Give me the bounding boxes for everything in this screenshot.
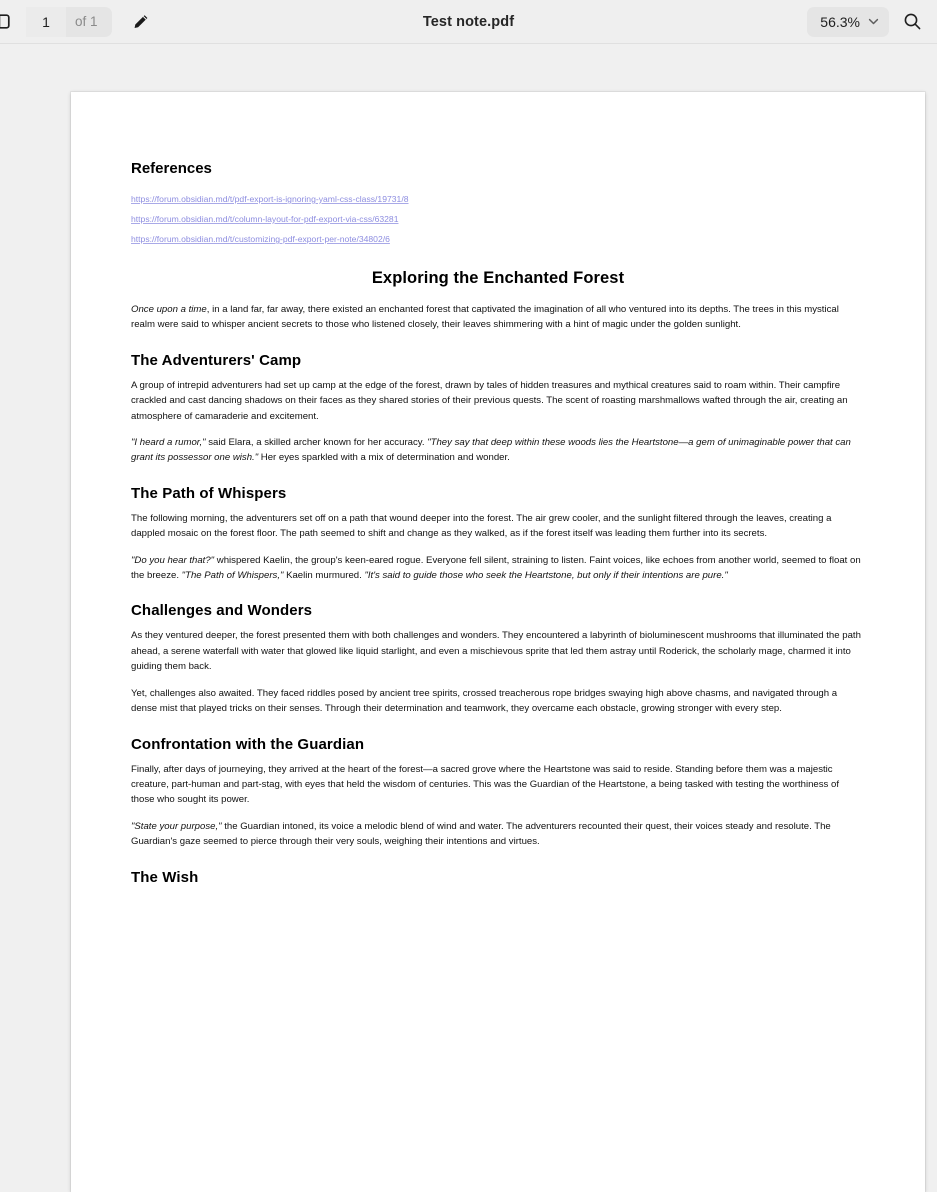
pdf-page-1	[71, 92, 925, 1192]
list-item	[131, 229, 865, 247]
edit-annotate-button[interactable]	[126, 7, 156, 37]
toolbar-left-group	[0, 7, 156, 37]
zoom-level-dropdown[interactable]	[807, 7, 889, 37]
section-paragraph: A group of intrepid adventurers had set up camp at the edge of the forest, drawn by tales of hidden treasures and mythical creatures said to roam within. Their campfire crackled and cast dancing shadows on their faces as they shared stories of their previous quests. The scent of roasting marshmallows wafted through the air, creating an atmosphere of camaraderie and excitement.	[131, 379, 848, 422]
section-heading-challenges-and-wonders: Challenges and Wonders	[131, 602, 313, 620]
quote-tail: Kaelin murmured.	[283, 570, 365, 582]
intro-italic-lead: Once upon a time	[131, 304, 207, 315]
zoom-level-value: 56.3%	[820, 13, 860, 30]
quote-part: "It's said to guide those who seek the Heartstone, but only if their intentions are pure."	[364, 570, 728, 582]
quote-mid: the Guardian intoned, its voice a melodic blend of wind and water. The adventurers recounted their quest, their voices steady and resolute. The Guardian's gaze seemed to pierce through their very souls, weighing their intentions and virtues.	[131, 820, 831, 848]
list-item	[131, 209, 865, 227]
search-button[interactable]	[897, 7, 927, 37]
quote-mid: said Elara, a skilled archer known for her accuracy.	[205, 437, 428, 449]
quote-part: "They say that deep within these woods lies the Heartstone—a gem of unimaginable power that can grant its possessor one wish."	[131, 437, 851, 464]
quote-part: "Do you hear that?"	[131, 554, 215, 566]
intro-rest: , in a land far, far away, there existed an enchanted forest that captivated the imagination of all who ventured into its depths. The trees in this mystical realm were said to whisper ancient secrets to those who listened closely, their leaves shimmering with a hint of magic under the golden sunlight.	[131, 304, 839, 331]
pencil-icon	[132, 13, 150, 31]
section-heading-the-wish: The Wish	[131, 868, 199, 886]
sidebar-toggle-icon	[0, 13, 10, 30]
quote-mid: whispered Kaelin, the group's keen-eared rogue. Everyone fell silent, straining to listen. Faint voices, like echoes from another world, seemed to float on the breeze.	[131, 554, 861, 582]
references-heading: References	[131, 160, 212, 177]
document-title: Test note.pdf	[422, 13, 515, 30]
search-icon	[903, 12, 922, 31]
section-quote-paragraph	[131, 553, 865, 584]
section-paragraph: The following morning, the adventurers set off on a path that wound deeper into the forest. The air grew cooler, and the sunlight filtered through the leaves, creating a dappled mosaic on the forest floor. The path seemed to shift and change as they walked, as if the forest itself was leading them further into its secrets.	[131, 512, 832, 540]
section-quote-paragraph	[131, 435, 865, 466]
sidebar-toggle-button[interactable]	[0, 7, 16, 37]
section-paragraph: Finally, after days of journeying, they arrived at the heart of the forest—a sacred grove where the Heartstone was said to reside. Standing before them was a majestic creature, part-human and part-stag, with eyes that held the wisdom of centuries. This was the Guardian of the Heartstone, a being tasked with testing the worthiness of those who sought its power.	[131, 763, 840, 806]
section-paragraph: As they ventured deeper, the forest presented them with both challenges and wonders. They encountered a labyrinth of bioluminescent mushrooms that illuminated the path ahead, a serene waterfall with water that glowed like liquid starlight, and even a mischievous sprite that led them astray until Roderick, the scholarly mage, charmed it into guiding them back.	[131, 630, 861, 673]
intro-paragraph	[131, 302, 865, 333]
pdf-page-content	[71, 92, 925, 935]
reference-link[interactable]: https://forum.obsidian.md/t/customizing-pdf-export-per-note/34802/6	[131, 234, 390, 244]
quote-part: "The Path of Whispers,"	[181, 570, 284, 582]
references-link-list	[131, 189, 865, 247]
document-main-title: Exploring the Enchanted Forest	[371, 269, 625, 287]
section-heading-adventurers-camp: The Adventurers' Camp	[131, 351, 302, 369]
pdf-viewer-canvas[interactable]	[0, 44, 937, 886]
page-total-label: of 1	[75, 14, 98, 29]
section-heading-confrontation-with-the-guardian: Confrontation with the Guardian	[131, 735, 365, 753]
page-navigation-pill[interactable]	[26, 7, 112, 37]
section-quote-paragraph	[131, 819, 865, 850]
quote-part: "State your purpose,"	[131, 820, 222, 832]
toolbar-right-group	[807, 7, 929, 37]
quote-part: "I heard a rumor,"	[131, 437, 206, 449]
page-number-input[interactable]	[26, 7, 66, 37]
reference-link[interactable]: https://forum.obsidian.md/t/pdf-export-is-ignoring-yaml-css-class/19731/8	[131, 194, 409, 204]
quote-tail: Her eyes sparkled with a mix of determination and wonder.	[258, 452, 510, 464]
chevron-down-icon	[867, 15, 880, 28]
pdf-toolbar	[0, 0, 937, 44]
reference-link[interactable]: https://forum.obsidian.md/t/column-layout-for-pdf-export-via-css/63281	[131, 214, 399, 224]
section-paragraph: Yet, challenges also awaited. They faced riddles posed by ancient tree spirits, crossed treacherous rope bridges swaying high above chasms, and navigated through a dense mist that played tricks on their senses. Through their determination and teamwork, they overcame each obstacle, growing stronger with every step.	[131, 687, 838, 715]
list-item	[131, 189, 865, 207]
section-heading-path-of-whispers: The Path of Whispers	[131, 484, 287, 502]
